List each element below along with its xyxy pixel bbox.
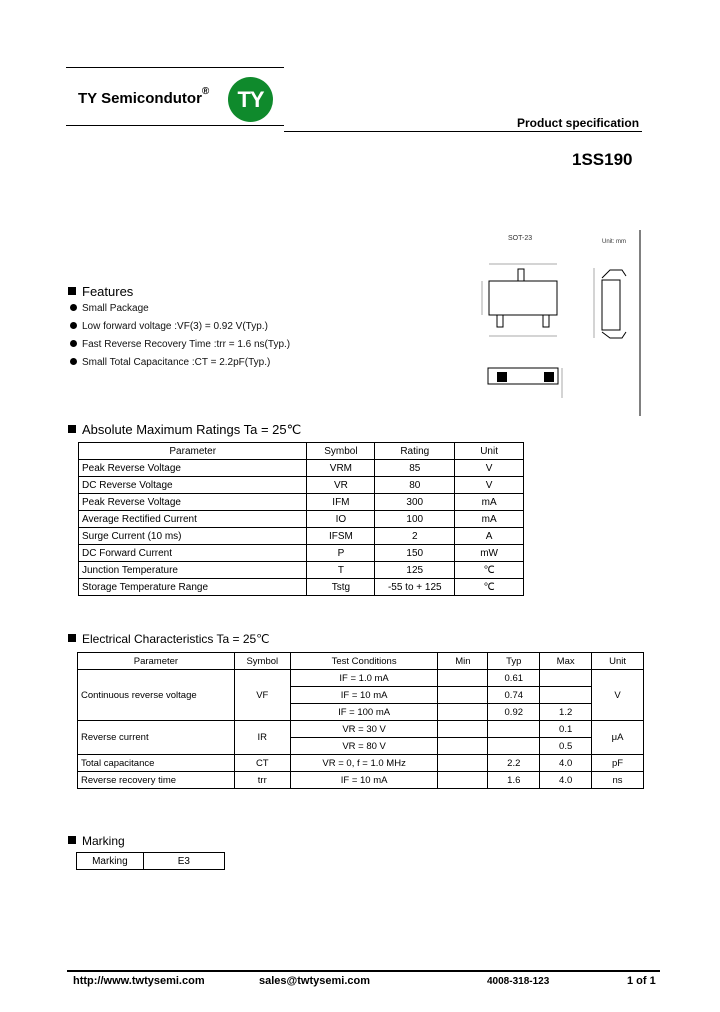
feature-text: Fast Reverse Recovery Time :trr = 1.6 ns(Typ.) <box>82 339 291 350</box>
min-cell <box>438 687 488 704</box>
package-body-end <box>602 280 620 330</box>
header-cell: Symbol <box>307 443 375 460</box>
section-bullet-icon <box>68 287 76 295</box>
typ-cell: 0.74 <box>488 687 540 704</box>
param-cell: DC Forward Current <box>79 545 307 562</box>
typ-cell <box>488 721 540 738</box>
symbol-cell: IR <box>234 721 290 755</box>
header-cell: Symbol <box>234 653 290 670</box>
table-header-row <box>78 653 644 670</box>
param-cell: Peak Reverse Voltage <box>79 494 307 511</box>
company-name <box>78 86 210 107</box>
header-cell: Unit <box>455 443 524 460</box>
side-lead-2 <box>544 372 554 382</box>
feature-text: Small Package <box>82 303 149 314</box>
condition-cell: VR = 80 V <box>290 738 438 755</box>
end-lead-top <box>602 270 626 278</box>
condition-cell: IF = 1.0 mA <box>290 670 438 687</box>
typ-cell: 0.92 <box>488 704 540 721</box>
end-lead-bottom <box>602 332 626 338</box>
feature-item <box>70 321 268 332</box>
section-bullet-icon <box>68 836 76 844</box>
table-row <box>78 721 644 738</box>
condition-cell: VR = 30 V <box>290 721 438 738</box>
features-title <box>68 284 133 299</box>
registered-mark: ® <box>201 86 210 97</box>
section-bullet-icon <box>68 425 76 433</box>
unit-cell: μA <box>592 721 644 755</box>
typ-cell: 2.2 <box>488 755 540 772</box>
header-cell: Rating <box>375 443 455 460</box>
symbol-cell: Tstg <box>307 579 375 596</box>
table-row <box>79 511 524 528</box>
unit-cell: mA <box>455 494 524 511</box>
header-cell: Parameter <box>78 653 235 670</box>
abs-max-table <box>78 442 524 596</box>
bullet-icon <box>70 340 77 347</box>
symbol-cell: IO <box>307 511 375 528</box>
package-outline-drawing <box>470 228 645 418</box>
bullet-icon <box>70 358 77 365</box>
param-cell: DC Reverse Voltage <box>79 477 307 494</box>
feature-text: Small Total Capacitance :CT = 2.2pF(Typ.) <box>82 357 271 368</box>
symbol-cell: T <box>307 562 375 579</box>
max-cell: 0.1 <box>540 721 592 738</box>
rating-cell: 300 <box>375 494 455 511</box>
param-cell: Continuous reverse voltage <box>78 670 235 721</box>
unit-cell: mA <box>455 511 524 528</box>
min-cell <box>438 670 488 687</box>
condition-cell: IF = 100 mA <box>290 704 438 721</box>
table-row <box>78 670 644 687</box>
package-unit: Unit: mm <box>602 239 626 245</box>
rating-cell: 2 <box>375 528 455 545</box>
header-cell: Min <box>438 653 488 670</box>
min-cell <box>438 721 488 738</box>
abs-max-title-text: Absolute Maximum Ratings Ta = 25℃ <box>82 422 302 437</box>
max-cell <box>540 670 592 687</box>
symbol-cell: IFM <box>307 494 375 511</box>
footer-phone: 4008-318-123 <box>487 976 550 987</box>
company-logo <box>228 77 273 122</box>
header-cell: Parameter <box>79 443 307 460</box>
footer-email[interactable]: sales@twtysemi.com <box>259 975 370 987</box>
symbol-cell: VF <box>234 670 290 721</box>
unit-cell: ℃ <box>455 562 524 579</box>
unit-cell: mW <box>455 545 524 562</box>
max-cell: 1.2 <box>540 704 592 721</box>
elec-table <box>77 652 644 789</box>
table-row <box>77 853 225 870</box>
abs-max-title <box>68 422 301 438</box>
symbol-cell: trr <box>234 772 290 789</box>
param-cell: Junction Temperature <box>79 562 307 579</box>
marking-title-text: Marking <box>82 834 125 848</box>
condition-cell: IF = 10 mA <box>290 687 438 704</box>
header-rule-right <box>284 131 642 132</box>
max-cell: 0.5 <box>540 738 592 755</box>
bullet-icon <box>70 304 77 311</box>
feature-text: Low forward voltage :VF(3) = 0.92 V(Typ.) <box>82 321 268 332</box>
symbol-cell: P <box>307 545 375 562</box>
table-row <box>79 562 524 579</box>
rating-cell: -55 to + 125 <box>375 579 455 596</box>
marking-table <box>76 852 225 870</box>
unit-cell: V <box>455 460 524 477</box>
typ-cell <box>488 738 540 755</box>
unit-cell: pF <box>592 755 644 772</box>
typ-cell: 0.61 <box>488 670 540 687</box>
header-cell: Test Conditions <box>290 653 438 670</box>
footer-website[interactable]: http://www.twtysemi.com <box>73 975 205 987</box>
param-cell: Total capacitance <box>78 755 235 772</box>
param-cell: Reverse current <box>78 721 235 755</box>
min-cell <box>438 755 488 772</box>
bullet-icon <box>70 322 77 329</box>
pin-1 <box>497 315 503 327</box>
side-lead-1 <box>497 372 507 382</box>
symbol-cell: VRM <box>307 460 375 477</box>
feature-item <box>70 357 270 368</box>
feature-item <box>70 303 149 314</box>
unit-cell: ns <box>592 772 644 789</box>
table-row <box>79 579 524 596</box>
rating-cell: 150 <box>375 545 455 562</box>
package-body-top <box>489 281 557 315</box>
feature-item <box>70 339 290 350</box>
param-cell: Reverse recovery time <box>78 772 235 789</box>
footer-rule <box>67 970 660 972</box>
unit-cell: A <box>455 528 524 545</box>
features-title-text: Features <box>82 284 134 299</box>
param-cell: Peak Reverse Voltage <box>79 460 307 477</box>
unit-cell: ℃ <box>455 579 524 596</box>
header-cell: Max <box>540 653 592 670</box>
package-name: SOT-23 <box>508 235 533 242</box>
header-top-rule <box>66 67 284 68</box>
min-cell <box>438 772 488 789</box>
table-row <box>79 477 524 494</box>
elec-title <box>68 632 270 646</box>
logo-text: TY <box>237 86 264 112</box>
table-row <box>79 460 524 477</box>
table-row <box>79 528 524 545</box>
elec-title-text: Electrical Characteristics Ta = 25℃ <box>82 632 270 646</box>
table-row <box>79 545 524 562</box>
rating-cell: 100 <box>375 511 455 528</box>
table-header-row <box>79 443 524 460</box>
symbol-cell: IFSM <box>307 528 375 545</box>
min-cell <box>438 704 488 721</box>
condition-cell: IF = 10 mA <box>290 772 438 789</box>
company-name-text: TY Semicondutor <box>78 90 202 107</box>
symbol-cell: VR <box>307 477 375 494</box>
rating-cell: 85 <box>375 460 455 477</box>
table-row <box>78 772 644 789</box>
max-cell: 4.0 <box>540 772 592 789</box>
min-cell <box>438 738 488 755</box>
doc-type: Product specification <box>517 116 640 130</box>
rating-cell: 125 <box>375 562 455 579</box>
param-cell: Surge Current (10 ms) <box>79 528 307 545</box>
pin-3 <box>518 269 524 281</box>
footer-page: 1 of 1 <box>627 975 656 987</box>
max-cell: 4.0 <box>540 755 592 772</box>
header-rule-left <box>66 125 284 126</box>
header-cell: Typ <box>488 653 540 670</box>
unit-cell: V <box>592 670 644 721</box>
marking-value: E3 <box>143 853 224 870</box>
rating-cell: 80 <box>375 477 455 494</box>
max-cell <box>540 687 592 704</box>
param-cell: Average Rectified Current <box>79 511 307 528</box>
symbol-cell: CT <box>234 755 290 772</box>
marking-title <box>68 834 125 848</box>
pin-2 <box>543 315 549 327</box>
table-row <box>78 755 644 772</box>
section-bullet-icon <box>68 634 76 642</box>
typ-cell: 1.6 <box>488 772 540 789</box>
condition-cell: VR = 0, f = 1.0 MHz <box>290 755 438 772</box>
table-row <box>79 494 524 511</box>
marking-label: Marking <box>77 853 144 870</box>
part-number: 1SS190 <box>572 150 633 169</box>
unit-cell: V <box>455 477 524 494</box>
param-cell: Storage Temperature Range <box>79 579 307 596</box>
header-cell: Unit <box>592 653 644 670</box>
